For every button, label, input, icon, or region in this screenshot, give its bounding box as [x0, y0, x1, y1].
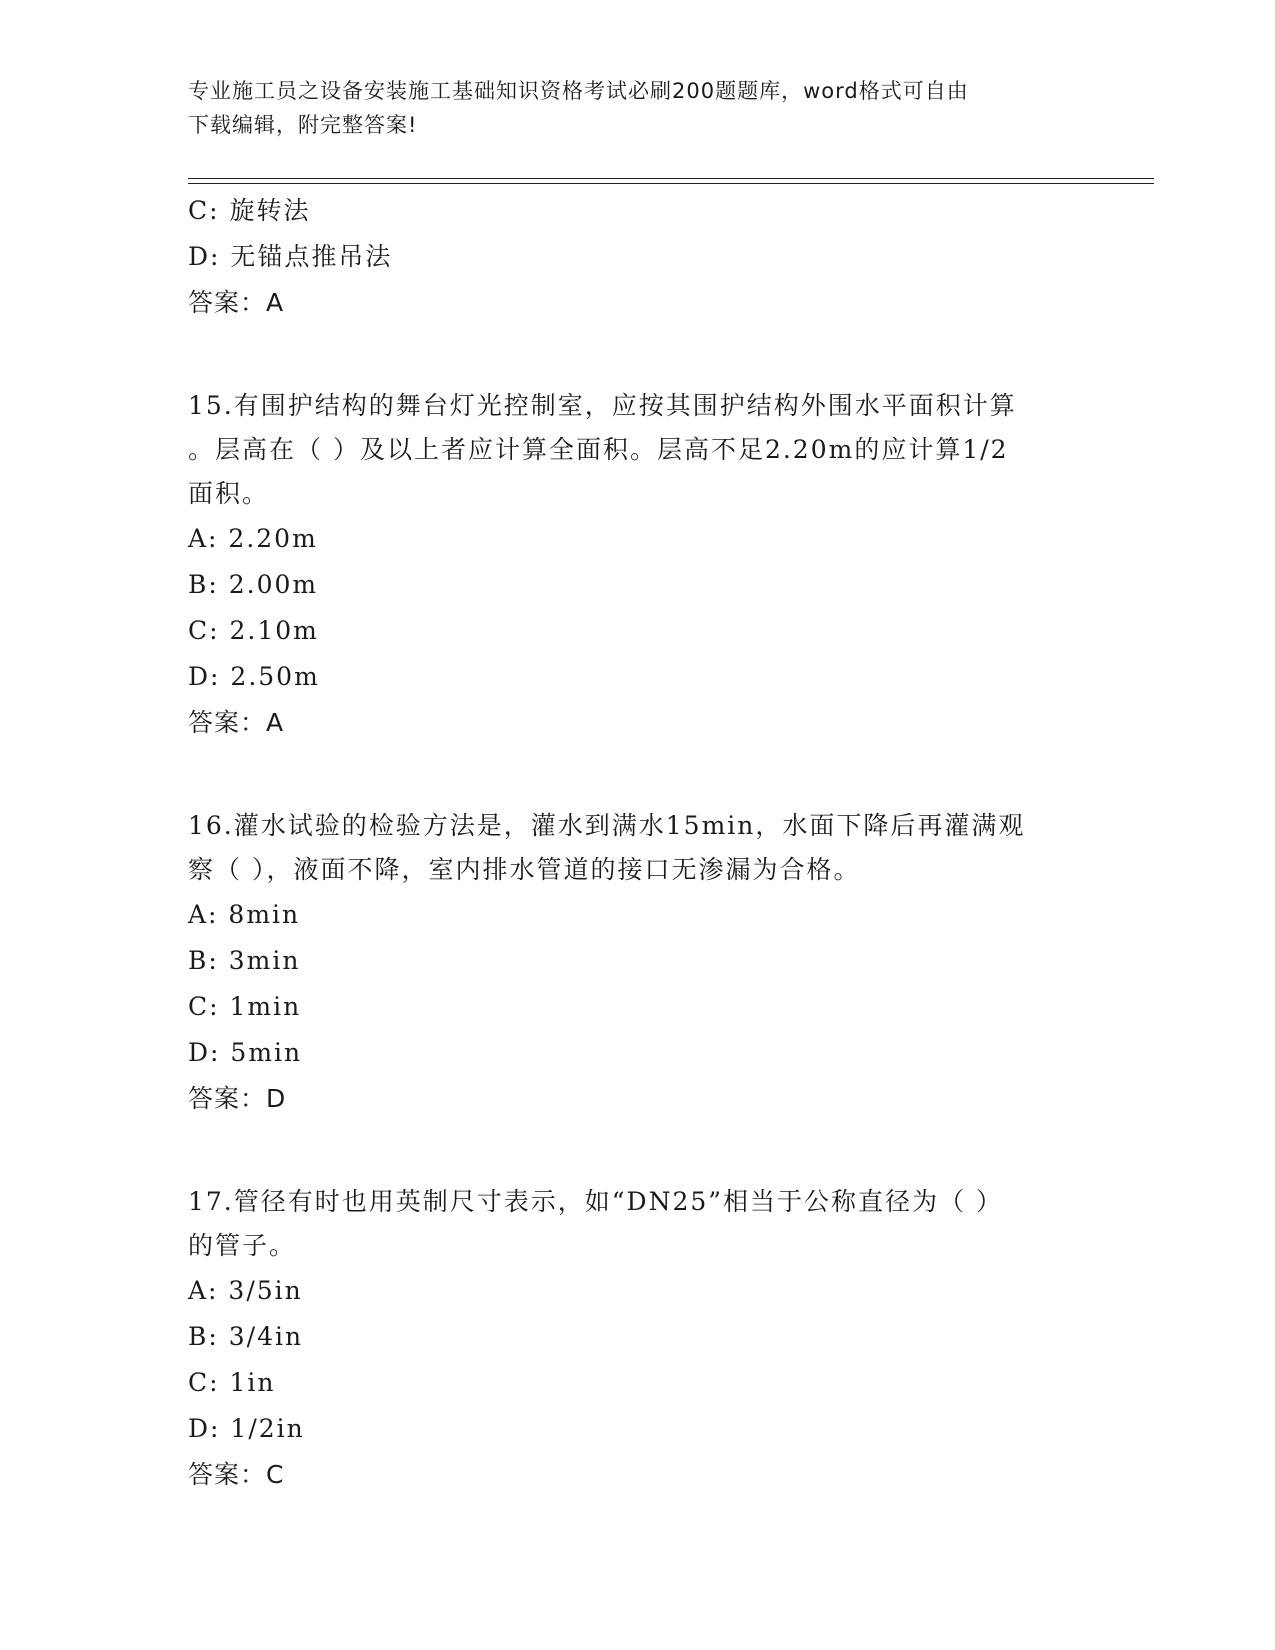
option-d: D: 2.50m — [188, 662, 320, 691]
question-15 — [188, 384, 1088, 746]
question-content — [188, 188, 1088, 1498]
option-a: A: 2.20m — [188, 524, 318, 553]
spacer — [188, 1122, 1088, 1180]
option-c: C: 1min — [188, 992, 302, 1021]
header-divider-bottom — [188, 183, 1154, 184]
option-d: D: 1/2in — [188, 1414, 305, 1443]
question-17 — [188, 1180, 1088, 1498]
option-d: D: 无锚点推吊法 — [188, 242, 393, 271]
option-b: B: 2.00m — [188, 570, 319, 599]
question-stem-line: 。层高在（ ）及以上者应计算全面积。层高不足2.20m的应计算1/2 — [188, 435, 1009, 464]
spacer — [188, 326, 1088, 384]
answer-line: 答案：C — [188, 1460, 285, 1489]
question-16 — [188, 804, 1088, 1122]
question-stem-line: 16.灌水试验的检验方法是，灌水到满水15min，水面下降后再灌满观 — [188, 811, 1026, 840]
question-stem-line: 17.管径有时也用英制尺寸表示，如“DN25”相当于公称直径为（ ） — [188, 1187, 1003, 1216]
header-line-2: 下载编辑，附完整答案! — [188, 113, 418, 137]
option-c: C: 旋转法 — [188, 196, 311, 225]
spacer — [188, 746, 1088, 804]
question-stem-line: 15.有围护结构的舞台灯光控制室，应按其围护结构外围水平面积计算 — [188, 391, 1017, 420]
document-header — [188, 74, 1068, 142]
option-b: B: 3min — [188, 946, 301, 975]
question-stem-line: 面积。 — [188, 479, 270, 508]
previous-question-tail — [188, 188, 1088, 326]
question-stem-line: 的管子。 — [188, 1231, 297, 1260]
option-a: A: 8min — [188, 900, 301, 929]
answer-line: 答案：A — [188, 288, 285, 317]
option-d: D: 5min — [188, 1038, 303, 1067]
answer-line: 答案：D — [188, 1084, 287, 1113]
option-c: C: 2.10m — [188, 616, 319, 645]
question-stem-line: 察（ ），液面不降，室内排水管道的接口无渗漏为合格。 — [188, 855, 861, 884]
option-b: B: 3/4in — [188, 1322, 304, 1351]
option-c: C: 1in — [188, 1368, 276, 1397]
header-divider-top — [188, 178, 1154, 179]
header-line-1: 专业施工员之设备安装施工基础知识资格考试必刷200题题库，word格式可自由 — [188, 79, 969, 103]
answer-line: 答案：A — [188, 708, 285, 737]
option-a: A: 3/5in — [188, 1276, 303, 1305]
